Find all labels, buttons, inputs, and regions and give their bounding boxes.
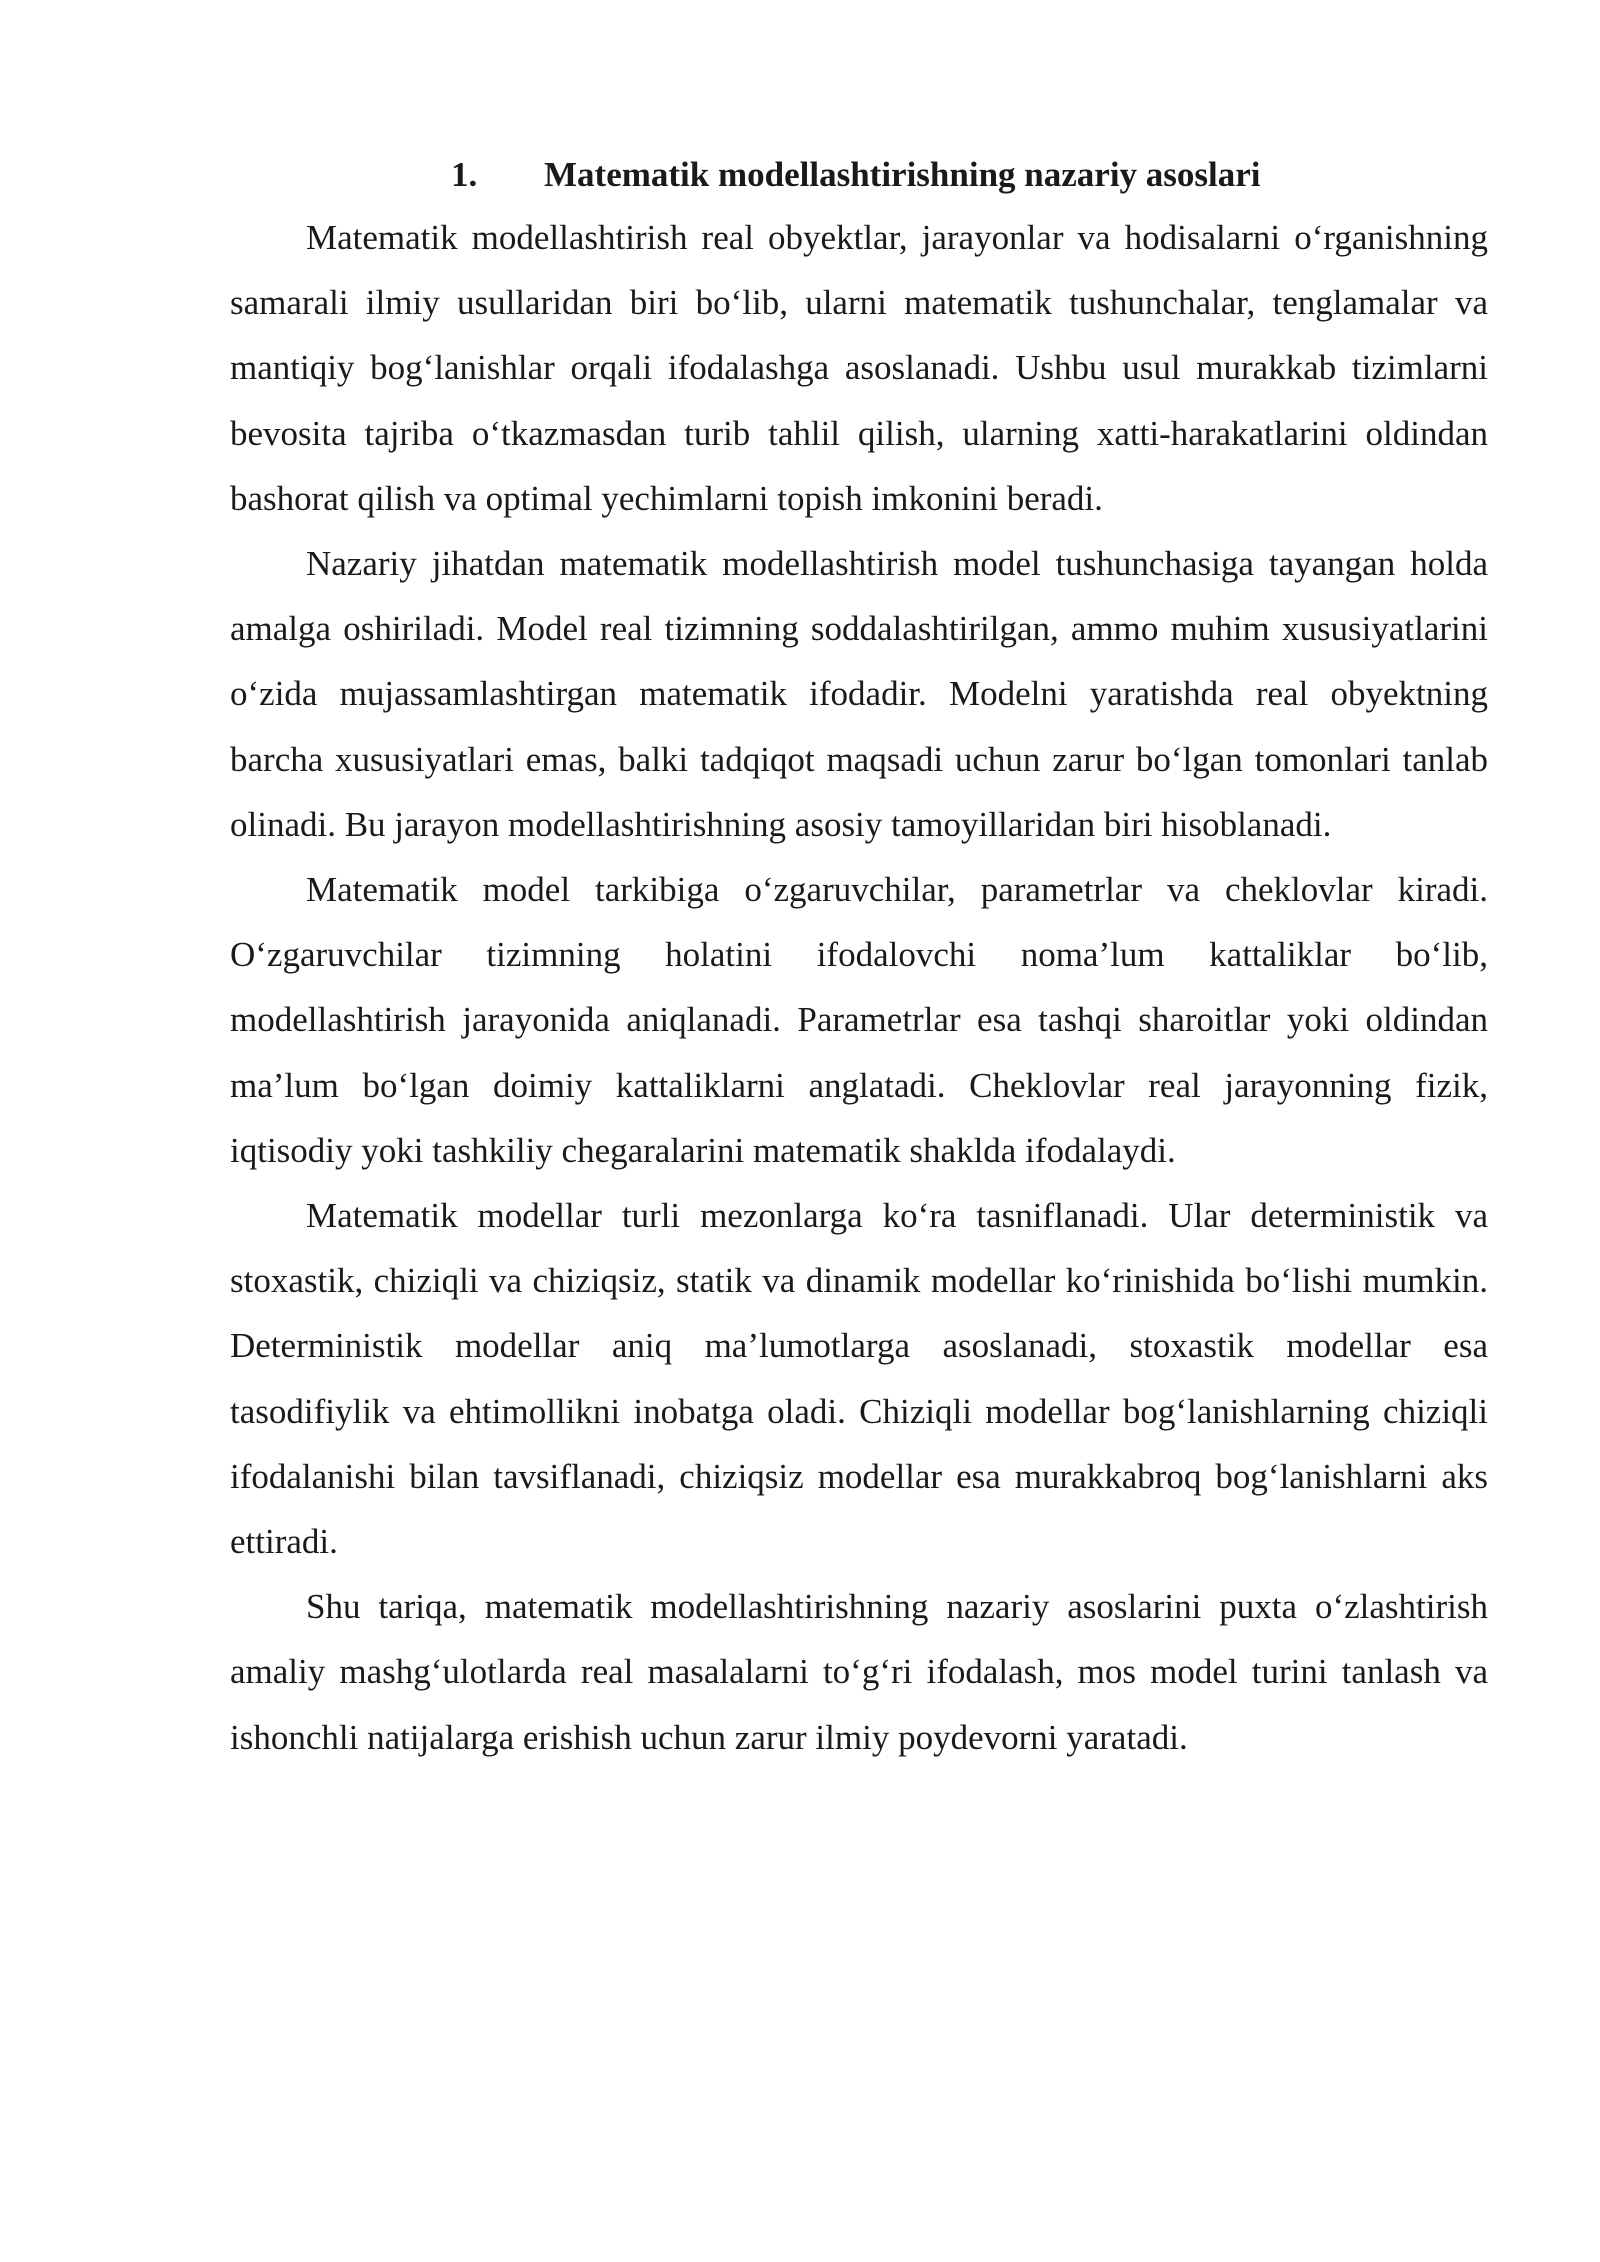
paragraph-2: Nazariy jihatdan matematik modellashtirish model tushunchasiga tayangan holda amalga oshiriladi. Model real tizimning soddalashtirilgan, ammo muhim xususiyatlarini o‘zida mujassamlashtirgan matematik ifodadir. Modelni yaratishda real obyektning barcha xususiyatlari emas, balki tadqiqot maqsadi uchun zarur bo‘lgan tomonlari tanlab olinadi. Bu jarayon modellashtirishning asosiy tamoyillaridan biri hisoblanadi. bbox=[230, 544, 1488, 844]
document-page bbox=[230, 145, 1488, 1770]
section-heading bbox=[230, 145, 1488, 205]
section-title: Matematik modellashtirishning nazariy asoslari bbox=[544, 155, 1261, 194]
paragraph-4: Matematik modellar turli mezonlarga ko‘ra tasniflanadi. Ular deterministik va stoxastik, chiziqli va chiziqsiz, statik va dinamik modellar ko‘rinishida bo‘lishi mumkin. Deterministik modellar aniq ma’lumotlarga asoslanadi, stoxastik modellar esa tasodifiylik va ehtimollikni inobatga oladi. Chiziqli modellar bog‘lanishlarning chiziqli ifodalanishi bilan tavsiflanadi, chiziqsiz modellar esa murakkabroq bog‘lanishlarni aks ettiradi. bbox=[230, 1196, 1488, 1562]
paragraph-1: Matematik modellashtirish real obyektlar, jarayonlar va hodisalarni o‘rganishning samarali ilmiy usullaridan biri bo‘lib, ularni matematik tushunchalar, tenglamalar va mantiqiy bog‘lanishlar orqali ifodalashga asoslanadi. Ushbu usul murakkab tizimlarni bevosita tajriba o‘tkazmasdan turib tahlil qilish, ularning xatti-harakatlarini oldindan bashorat qilish va optimal yechimlarni topish imkonini beradi. bbox=[230, 218, 1488, 518]
section-number: 1. bbox=[451, 155, 478, 194]
paragraph-5: Shu tariqa, matematik modellashtirishning nazariy asoslarini puxta o‘zlashtirish amaliy mashg‘ulotlarda real masalalarni to‘g‘ri ifodalash, mos model turini tanlash va ishonchli natijalarga erishish uchun zarur ilmiy poydevorni yaratadi. bbox=[230, 1587, 1488, 1757]
paragraph-3: Matematik model tarkibiga o‘zgaruvchilar, parametrlar va cheklovlar kiradi. O‘zgaruvchilar tizimning holatini ifodalovchi noma’lum kattaliklar bo‘lib, modellashtirish jarayonida aniqlanadi. Parametrlar esa tashqi sharoitlar yoki oldindan ma’lum bo‘lgan doimiy kattaliklarni anglatadi. Cheklovlar real jarayonning fizik, iqtisodiy yoki tashkiliy chegaralarini matematik shaklda ifodalaydi. bbox=[230, 870, 1488, 1170]
